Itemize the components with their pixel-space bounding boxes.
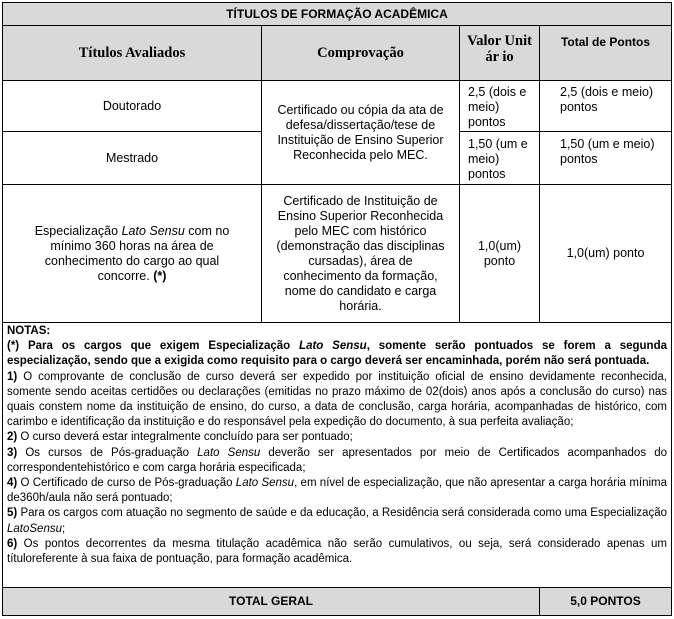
header-proof: Comprovação <box>262 26 460 81</box>
note-4-num: 4) <box>7 477 18 490</box>
note-3-text-a: Os cursos de Pós-graduação <box>17 446 198 459</box>
total-label: TOTAL GERAL <box>3 588 540 615</box>
note-4 <box>7 476 667 506</box>
row-title-mestrado: Mestrado <box>3 132 262 185</box>
note-4-italic: Lato Sensu <box>235 477 295 490</box>
note-4-text-b: , em nível de especialização, que não apresentar a carga horária mínima de360h/aula não será pontuado; <box>7 477 668 505</box>
note-5 <box>7 506 667 536</box>
note-5-num: 5) <box>7 507 18 520</box>
academic-titles-table <box>2 2 672 616</box>
row-unit-doutorado: 2,5 (dois e meio) pontos <box>460 81 540 132</box>
row-unit-mestrado: 1,50 (um e meio) pontos <box>460 132 540 185</box>
note-3-text-b: deverão ser apresentados por meio de Certificados acompanhados do correspondentehistórico e com carga horária especificada; <box>7 446 667 474</box>
note-5-italic: LatoSensu <box>7 522 62 535</box>
note-6-text: Os pontos decorrentes da mesma titulação acadêmica não serão cumulativos, ou seja, será considerado apenas um títuloreferente à sua faixa de pontuação, para formação acadêmica. <box>7 537 667 566</box>
note-2-num: 2) <box>7 431 18 444</box>
table-title: TÍTULOS DE FORMAÇÃO ACADÊMICA <box>3 3 671 26</box>
notes-heading: NOTAS: <box>7 325 51 337</box>
note-star-b: , somente serão pontuados se forem a segunda especialização, sendo que a exigida como requisito para o cargo deverá ser encaminhada, porém não será pontuada. <box>7 340 667 368</box>
spec-title-italic: Lato Sensu <box>121 223 185 238</box>
row-total-especializacao: 1,0(um) ponto <box>540 185 671 323</box>
row-title-doutorado: Doutorado <box>3 81 262 132</box>
note-5-text-a: Para os cargos com atuação no segmento de saúde e da educação, a Residência será considerada como uma Especialização <box>17 507 667 520</box>
row-total-doutorado: 2,5 (dois e meio) pontos <box>540 81 671 132</box>
note-2-text: O curso deverá estar integralmente concluído para ser pontuado; <box>17 431 353 444</box>
header-unit-value: Valor Unitár io <box>460 26 540 81</box>
proof-especializacao: Certificado de Instituição de Ensino Superior Reconhecida pelo MEC com histórico (demonstração das disciplinas cursadas), área de conhecimento da formação, nome do candidato e carga horária. <box>262 185 460 323</box>
row-title-especializacao <box>3 185 262 323</box>
notes-section <box>3 323 671 588</box>
note-5-text-b: ; <box>62 522 66 535</box>
note-1 <box>7 370 667 431</box>
note-2 <box>7 430 667 445</box>
note-4-text-a: O Certificado de curso de Pós-graduação <box>17 477 236 490</box>
note-star-italic: Lato Sensu <box>299 340 367 353</box>
note-star-a: (*) Para os cargos que exigem Especialização <box>7 340 300 353</box>
note-6 <box>7 537 667 567</box>
note-3-num: 3) <box>7 446 18 459</box>
note-star <box>7 339 667 369</box>
spec-title-mark: (*) <box>153 268 167 283</box>
note-1-text: O comprovante de conclusão de curso deverá ser expedido por instituição oficial de ensino devidamente reconhecida, somente sendo aceitas certidões ou declarações (emitidas no prazo máximo de 02(dois) anos após a conclusão do curso) nas quais constem nome da instituição de ensino, do curso, a data de conclusão, carga horária, acompanhadas de histórico, com carimbo e identificação da instituição e do responsável pela expedição do documento, à sua perfeita avaliação; <box>7 370 667 429</box>
row-total-mestrado: 1,50 (um e meio) pontos <box>540 132 671 185</box>
header-total: Total de Pontos <box>540 26 671 81</box>
total-value: 5,0 PONTOS <box>540 588 671 615</box>
proof-doctorate-masters: Certificado ou cópia da ata de defesa/dissertação/tese de Instituição de Ensino Superior Reconhecida pelo MEC. <box>262 81 460 185</box>
row-unit-especializacao: 1,0(um) ponto <box>460 185 540 323</box>
note-6-num: 6) <box>7 537 18 550</box>
spec-title-prefix: Especialização <box>34 223 122 238</box>
header-titles: Títulos Avaliados <box>3 26 262 81</box>
note-3 <box>7 446 667 476</box>
spec-title-suffix: com no mínimo 360 horas na área de conhecimento do cargo ao qual concorre. <box>44 223 230 283</box>
note-3-italic: Lato Sensu <box>197 446 261 459</box>
note-1-num: 1) <box>7 370 18 383</box>
